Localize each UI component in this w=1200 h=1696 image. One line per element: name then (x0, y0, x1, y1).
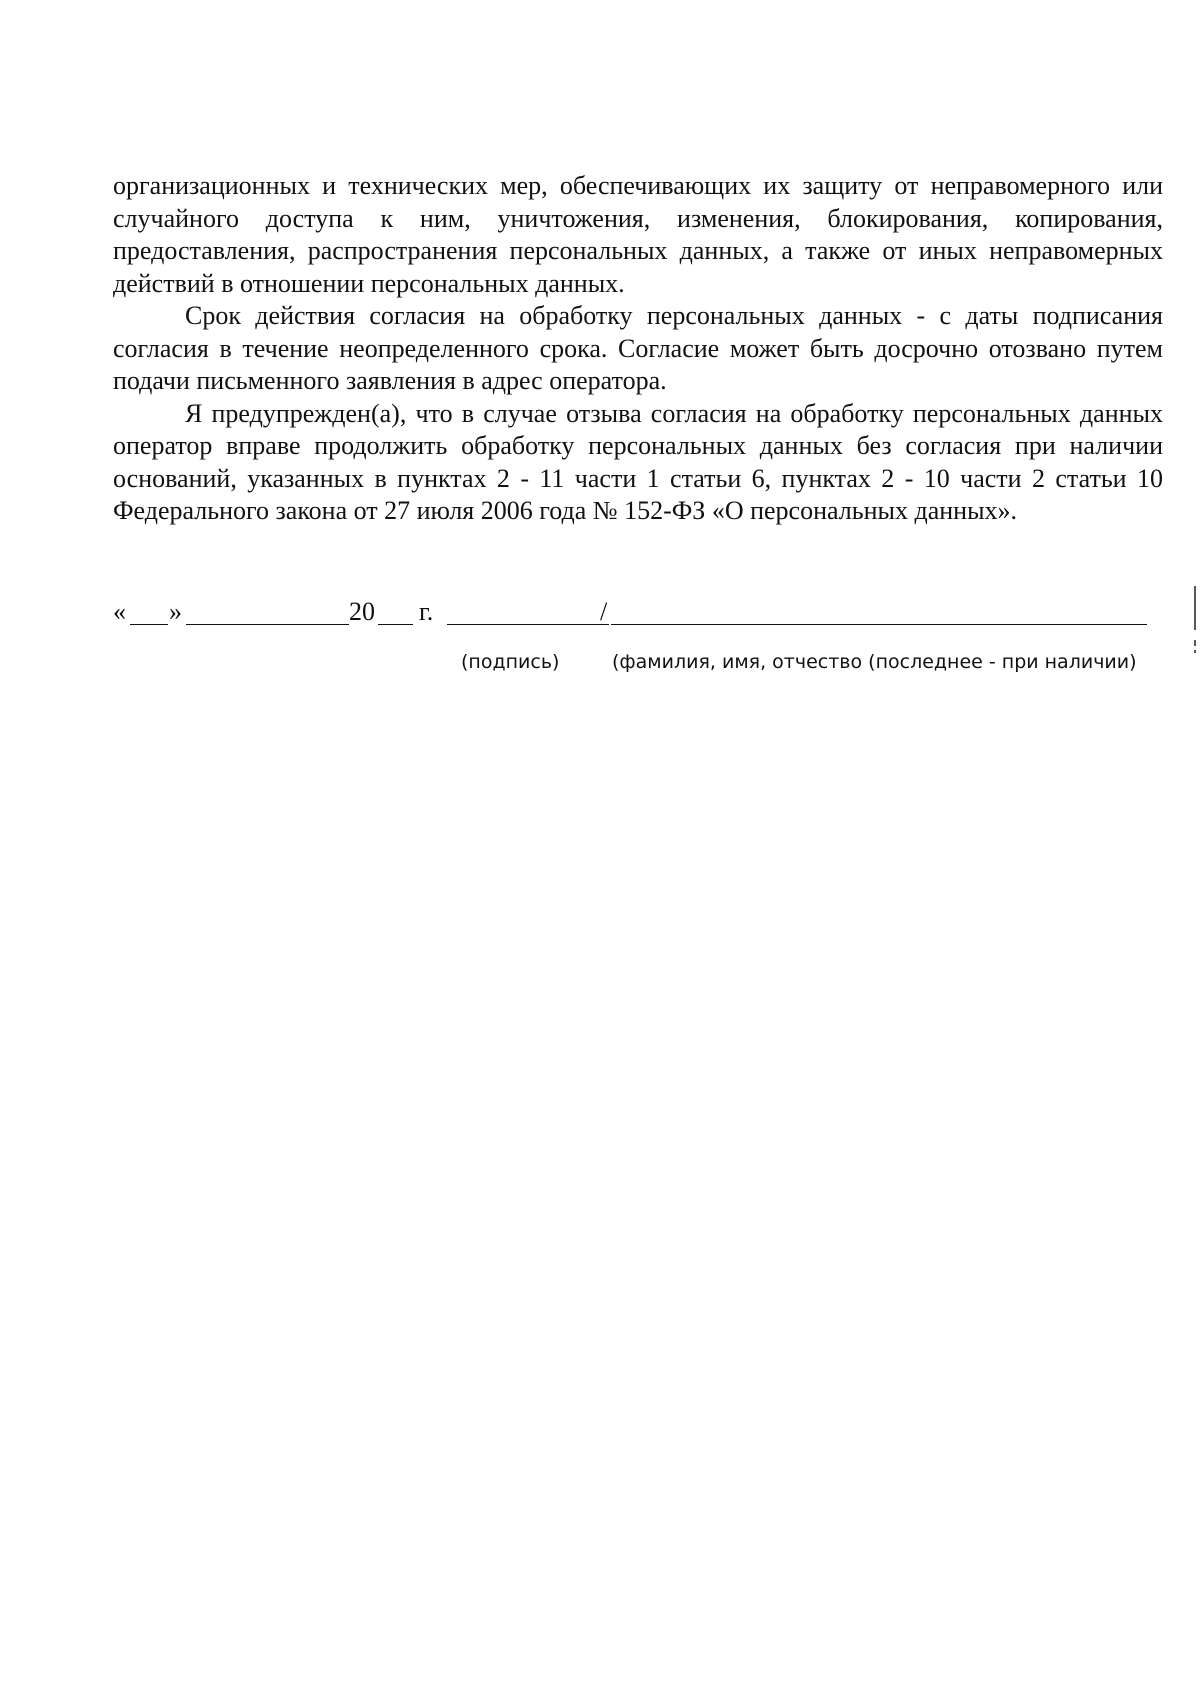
year-prefix: 20 (349, 597, 375, 626)
paragraph-withdrawal-warning: Я предупрежден(а), что в случае отзыва согласия на обработку персональных данных оператор вправе продолжить обработку персональных данных без согласия при наличии оснований, указанных в пунктах 2 - 11 части 1 статьи 6, пунктах 2 - 10 части 2 статьи 10 Федерального закона от 27 июля 2006 года № 152-ФЗ «О персональных данных». (113, 398, 1163, 525)
month-blank[interactable] (186, 624, 349, 625)
scan-edge-mark-dot (1194, 640, 1196, 646)
signature-separator: / (600, 597, 608, 626)
signature-blank[interactable] (447, 624, 609, 625)
date-open-quote: « (113, 597, 126, 626)
year-suffix: г. (419, 597, 434, 626)
paragraph-consent-term: Срок действия согласия на обработку персональных данных - с даты подписания согласия в течение неопределенного срока. Согласие может быть досрочно отозвано путем подачи письменного заявления в адрес оператора. (113, 301, 1163, 395)
scan-edge-mark-dot (1194, 650, 1196, 653)
year-blank[interactable] (378, 624, 413, 625)
scan-edge-mark (1194, 586, 1196, 630)
signature-date-line (113, 594, 1163, 630)
paragraph-protection-measures: организационных и технических мер, обеспечивающих их защиту от неправомерного или случайного доступа к ним, уничтожения, изменения, блокирования, копирования, предоставления, распространения персональных данных, а также от иных неправомерных действий в отношении персональных данных. (113, 171, 1163, 298)
full-name-blank[interactable] (611, 624, 1147, 625)
date-close-quote: » (169, 597, 182, 626)
consent-text (113, 170, 1163, 528)
day-blank[interactable] (130, 624, 168, 625)
signature-caption: (подпись) (461, 651, 560, 673)
full-name-caption: (фамилия, имя, отчество (последнее - при наличии) (612, 651, 1137, 673)
